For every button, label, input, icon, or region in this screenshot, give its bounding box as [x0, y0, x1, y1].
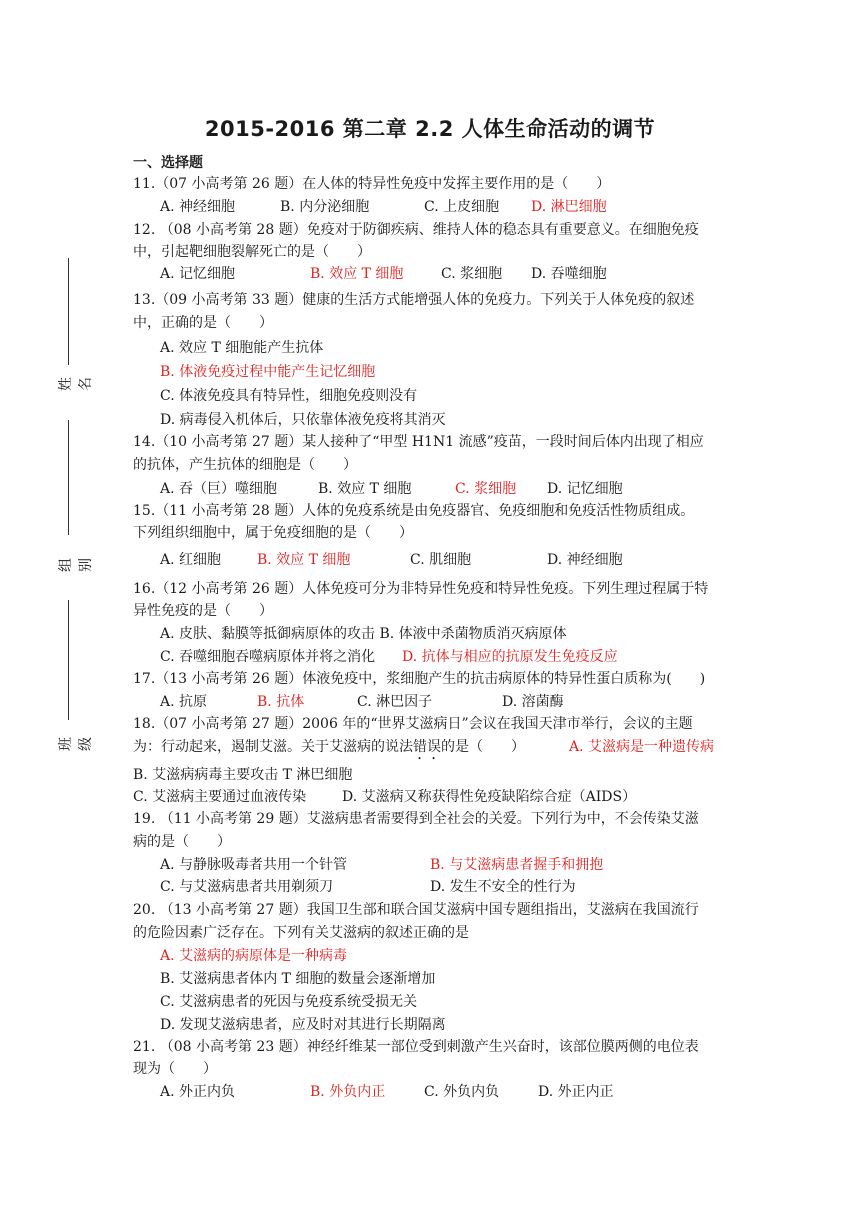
q19-stem-line2: 病的是（ ）	[133, 834, 231, 850]
q21-option-b-answer: B. 外负内正	[310, 1084, 386, 1100]
q13-option-b-answer: B. 体液免疫过程中能产生记忆细胞	[160, 364, 376, 380]
q11-option-d-answer: D. 淋巴细胞	[531, 199, 607, 215]
q16-stem-line2: 异性免疫的是（ ）	[133, 603, 273, 619]
q13-stem-line1: 13.（09 小高考第 33 题）健康的生活方式能增强人体的免疫力。下列关于人体免疫的叙述	[133, 292, 695, 308]
q16-stem-line1: 16.（12 小高考第 26 题）人体免疫可分为非特异性免疫和特异性免疫。下列生理过程属于特	[133, 581, 709, 597]
q14-option-b: B. 效应 T 细胞	[318, 481, 412, 497]
q15-stem-line2: 下列组织细胞中，属于免疫细胞的是（ ）	[133, 525, 413, 541]
class-label: 班级	[58, 737, 94, 751]
q18-option-d: D. 艾滋病又称获得性免疫缺陷综合症（AIDS）	[342, 789, 637, 805]
q21-option-c: C. 外负内负	[424, 1084, 500, 1100]
q15-option-c: C. 肌细胞	[410, 552, 472, 568]
group-line	[68, 600, 69, 720]
q15-stem-line1: 15.（11 小高考第 28 题）人体的免疫系统是由免疫器官、免疫细胞和免疫活性物质组成。	[133, 503, 695, 519]
q11-stem: 11.（07 小高考第 26 题）在人体的特异性免疫中发挥主要作用的是（ ）	[133, 176, 611, 192]
q18-stem-line1: 18.（07 小高考第 27 题）2006 年的“世界艾滋病日”会议在我国天津市举行，会议的主题	[133, 716, 693, 732]
q16-option-ab: A. 皮肤、黏膜等抵御病原体的攻击 B. 体液中杀菌物质消灭病原体	[160, 626, 567, 642]
q18-stem-line2	[133, 738, 525, 763]
name-label: 姓名	[58, 377, 94, 391]
q15-option-d: D. 神经细胞	[547, 552, 623, 568]
name-line-lower	[68, 420, 69, 535]
q19-option-b-answer: B. 与艾滋病患者握手和拥抱	[430, 857, 604, 873]
q14-stem-line2: 的抗体，产生抗体的细胞是（ ）	[133, 457, 357, 473]
q11-option-c: C. 上皮细胞	[424, 199, 500, 215]
q12-option-a: A. 记忆细胞	[160, 266, 236, 282]
q18-stem-line2-part3: 的是（ ）	[441, 739, 525, 755]
q14-option-d: D. 记忆细胞	[547, 481, 623, 497]
q19-option-c: C. 与艾滋病患者共用剃须刀	[160, 879, 334, 895]
q16-option-c: C. 吞噬细胞吞噬病原体并将之消化	[160, 649, 376, 665]
q17-stem: 17.（13 小高考第 26 题）体液免疫中，浆细胞产生的抗击病原体的特异性蛋白质称为( )	[133, 671, 706, 687]
q20-option-d: D. 发现艾滋病患者，应及时对其进行长期隔离	[160, 1017, 446, 1033]
q12-option-d: D. 吞噬细胞	[531, 266, 607, 282]
q18-option-b: B. 艾滋病病毒主要攻击 T 淋巴细胞	[133, 767, 353, 783]
q11-option-a: A. 神经细胞	[160, 199, 236, 215]
q14-option-c-answer: C. 浆细胞	[455, 481, 517, 497]
section-heading: 一、选择题	[133, 155, 203, 171]
q20-stem-line2: 的危险因素广泛存在。下列有关艾滋病的叙述正确的是	[133, 925, 469, 941]
q13-option-c: C. 体液免疫具有特异性，细胞免疫则没有	[160, 388, 418, 404]
q21-stem-line1: 21. （08 小高考第 23 题）神经纤维某一部位受到刺激产生兴奋时，该部位膜两侧的电位表	[133, 1039, 699, 1055]
q16-option-d-answer: D. 抗体与相应的抗原发生免疫反应	[402, 649, 618, 665]
q18-emphasis-word: 错误	[413, 739, 441, 755]
group-label: 组别	[58, 558, 94, 572]
q12-stem-line2: 中，引起靶细胞裂解死亡的是（ ）	[133, 244, 371, 260]
q19-option-d: D. 发生不安全的性行为	[430, 879, 576, 895]
q17-option-c: C. 淋巴因子	[357, 694, 433, 710]
q21-stem-line2: 现为（ ）	[133, 1061, 217, 1077]
page-title: 2015-2016 第二章 2.2 人体生命活动的调节	[204, 117, 656, 141]
q14-option-a: A. 吞（巨）噬细胞	[160, 481, 278, 497]
q19-option-a: A. 与静脉吸毒者共用一个针管	[160, 857, 348, 873]
q17-option-a: A. 抗原	[160, 694, 208, 710]
q21-option-a: A. 外正内负	[160, 1084, 236, 1100]
q13-option-a: A. 效应 T 细胞能产生抗体	[160, 340, 324, 356]
q19-stem-line1: 19. （11 小高考第 29 题）艾滋病患者需要得到全社会的关爱。下列行为中，不会传染艾滋	[133, 811, 699, 827]
q17-option-d: D. 溶菌酶	[502, 694, 564, 710]
q18-option-c: C. 艾滋病主要通过血液传染	[133, 789, 307, 805]
q20-option-c: C. 艾滋病患者的死因与免疫系统受损无关	[160, 994, 418, 1010]
q15-option-b-answer: B. 效应 T 细胞	[257, 552, 351, 568]
q20-option-a-answer: A. 艾滋病的病原体是一种病毒	[160, 948, 348, 964]
q15-option-a: A. 红细胞	[160, 552, 222, 568]
q18-stem-line2-part1: 为：行动起来，遏制艾滋。关于艾滋病的说法	[133, 739, 413, 755]
q14-stem-line1: 14.（10 小高考第 27 题）某人接种了“甲型 H1N1 流感”疫苗，一段时间后体内出现了相应	[133, 434, 704, 450]
q20-option-b: B. 艾滋病患者体内 T 细胞的数量会逐渐增加	[160, 971, 436, 987]
q12-option-c: C. 浆细胞	[441, 266, 503, 282]
q18-option-a-answer: A. 艾滋病是一种遗传病	[569, 739, 715, 755]
name-line	[68, 258, 69, 365]
q21-option-d: D. 外正内正	[538, 1084, 614, 1100]
q12-stem-line1: 12. （08 小高考第 28 题）免疫对于防御疾病、维持人体的稳态具有重要意义。在细胞免疫	[133, 222, 699, 238]
q20-stem-line1: 20. （13 小高考第 27 题）我国卫生部和联合国艾滋病中国专题组指出，艾滋病在我国流行	[133, 902, 699, 918]
q17-option-b-answer: B. 抗体	[257, 694, 305, 710]
q13-option-d: D. 病毒侵入机体后，只依靠体液免疫将其消灭	[160, 412, 446, 428]
q12-option-b-answer: B. 效应 T 细胞	[310, 266, 404, 282]
q13-stem-line2: 中，正确的是（ ）	[133, 315, 273, 331]
q11-option-b: B. 内分泌细胞	[280, 199, 370, 215]
